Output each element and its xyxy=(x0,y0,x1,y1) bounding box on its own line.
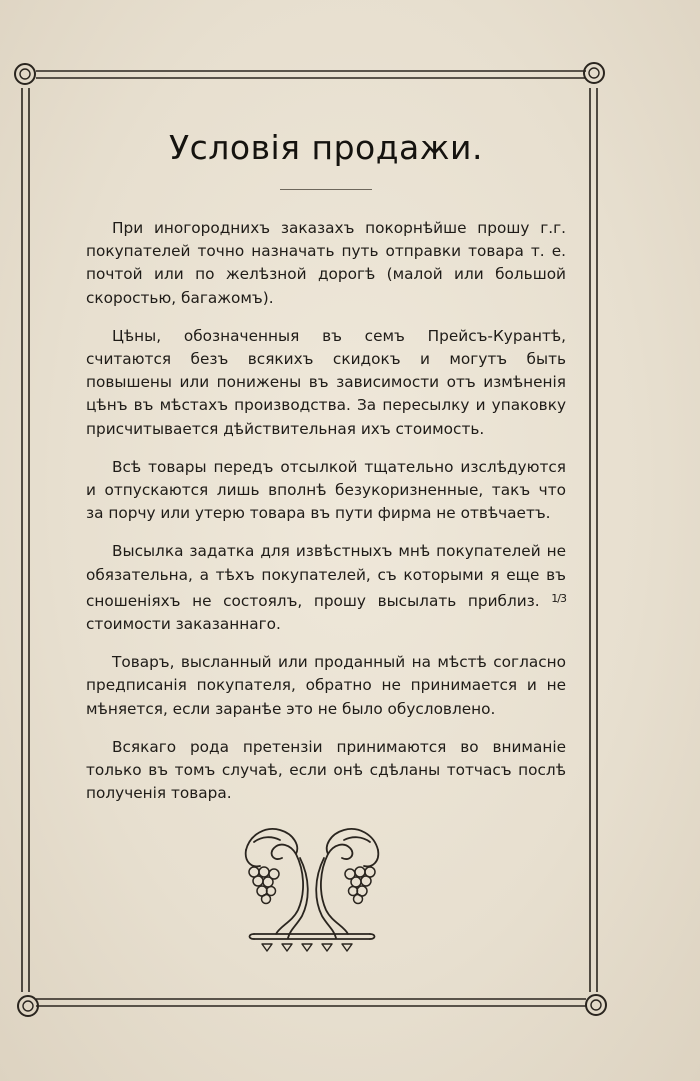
paragraph-prices: Цѣны, обозначенныя въ семъ Прейсъ-Курантѣ, считаются безъ всякихъ скидокъ и могутъ быть повышены или понижены въ зависимости отъ измѣненія цѣнъ въ мѣстахъ производства. За пересылку и упаковку присчитывается дѣйствительная ихъ стоимость. xyxy=(86,326,566,438)
deposit-text-before: Высылка задатка для извѣстныхъ мнѣ покупателей не обязательна, а тѣхъ покупателей, съ которыми я еще въ сношеніяхъ не состоялъ, прошу высылать приблиз. xyxy=(86,542,566,610)
deposit-fraction: 1/3 xyxy=(551,591,566,605)
deposit-text-after: стоимости заказаннаго. xyxy=(86,615,281,634)
title-divider xyxy=(280,189,372,190)
page-title: Условія продажи. xyxy=(169,128,483,167)
art-nouveau-grape-ornament xyxy=(240,822,384,954)
paragraph-goods-inspection: Всѣ товары передъ отсылкой тщательно изслѣдуются и отпускаются лишь вполнѣ безукоризненные, такъ что за порчу или утерю товара въ пути фирма не отвѣчаетъ. xyxy=(86,457,566,523)
paragraph-claims: Всякаго рода претензіи принимаются во вниманіе только въ томъ случаѣ, если онѣ сдѣланы тотчасъ послѣ полученія товара. xyxy=(86,737,566,803)
paragraph-no-returns: Товаръ, высланный или проданный на мѣстѣ согласно предписанія покупателя, обратно не принимается и не мѣняется, если заранѣе это не было обусловлено. xyxy=(86,653,566,718)
sale-conditions-text xyxy=(86,128,566,820)
paragraph-shipping-route: При иногороднихъ заказахъ покорнѣйше прошу г.г. покупателей точно назначать путь отправки товара т. е. почтой или по желѣзной дорогѣ (малой или большой скоростью, багажомъ). xyxy=(86,219,566,307)
paragraph-deposit xyxy=(86,540,566,636)
